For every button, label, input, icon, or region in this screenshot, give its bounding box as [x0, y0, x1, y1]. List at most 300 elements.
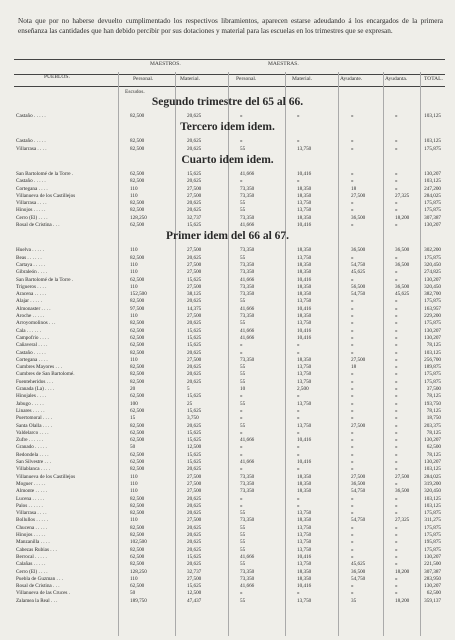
amount-cell: 18,350 — [297, 517, 312, 524]
amount-cell: » — [297, 451, 300, 458]
amount-cell: 73,350 — [240, 291, 255, 298]
amount-cell: 163,957 — [424, 305, 441, 312]
amount-cell: » — [351, 444, 354, 451]
amount-cell: 110 — [130, 356, 138, 363]
header-maestras: MAESTRAS. — [268, 61, 299, 67]
amount-cell: 27,325 — [395, 517, 410, 524]
pueblo-name: Trigueros . . . . — [16, 283, 47, 290]
amount-cell: 27,500 — [187, 488, 202, 495]
amount-cell: » — [351, 437, 354, 444]
pueblo-name: Castaño . . . . . — [16, 178, 46, 185]
pueblo-name: Gibraleón . . . . — [16, 269, 48, 276]
amount-cell: 55 — [240, 145, 246, 152]
header-pueblos: PUEBLOS. — [44, 74, 70, 80]
note-paragraph: Nota que por no haberse devuelto cumplimentado los respectivos libramientos, aparecen estarse adeudando á los encargados de la primera enseñanza las cantidades que han debido percibir por sus dotaciones y material para las escuelas en los trimestres que se expresan. — [18, 17, 443, 35]
amount-cell: 130,207 — [424, 334, 441, 341]
amount-cell: 27,500 — [187, 247, 202, 254]
amount-cell: 18,350 — [297, 269, 312, 276]
amount-cell: » — [240, 429, 243, 436]
amount-cell: 15,625 — [187, 276, 202, 283]
amount-cell: 55 — [240, 532, 246, 538]
amount-cell: 27,500 — [351, 473, 366, 480]
amount-cell: 12,500 — [187, 444, 202, 451]
amount-cell: 25 — [187, 400, 193, 407]
amount-cell: 10,416 — [297, 459, 312, 465]
amount-cell: 54,750 — [351, 488, 366, 495]
amount-cell: 18,350 — [297, 261, 312, 268]
pueblo-name: Villanueva de los Castillejos — [16, 473, 76, 480]
pueblo-name: Rosal de Cristina . . . — [16, 222, 60, 228]
pueblo-name: Cortegana . . . . — [16, 185, 48, 192]
amount-cell: » — [297, 415, 300, 422]
amount-cell: 32,737 — [187, 214, 202, 221]
amount-cell: 27,500 — [351, 356, 366, 363]
amount-cell: » — [395, 349, 398, 356]
amount-cell: 82,500 — [130, 422, 145, 429]
amount-cell: » — [240, 407, 243, 414]
amount-cell: 82,500 — [130, 178, 145, 185]
pueblo-name: San Silvestre . . . — [16, 459, 52, 465]
amount-cell: 54,750 — [351, 291, 366, 298]
amount-cell: 311,275 — [424, 517, 441, 524]
amount-cell: » — [297, 495, 300, 502]
amount-cell: 36,500 — [395, 261, 410, 268]
amount-cell: » — [351, 342, 354, 349]
amount-cell: » — [395, 524, 398, 531]
amount-cell: 18,200 — [395, 214, 410, 221]
amount-cell: 37,500 — [426, 386, 441, 392]
amount-cell: 12,500 — [187, 590, 202, 597]
amount-cell: » — [395, 254, 398, 261]
amount-cell: 175,875 — [424, 200, 441, 207]
amount-cell: 175,875 — [424, 207, 441, 214]
amount-cell: 62,500 — [130, 553, 145, 560]
amount-cell: 18,350 — [297, 291, 312, 298]
amount-cell: 175,875 — [424, 532, 441, 538]
amount-cell: 55 — [240, 207, 246, 214]
amount-cell: 10,416 — [297, 222, 312, 228]
amount-cell: 15,625 — [187, 459, 202, 465]
amount-cell: 82,500 — [130, 546, 145, 553]
amount-cell: 62,500 — [130, 429, 145, 436]
amount-cell: 41,666 — [240, 327, 255, 334]
amount-cell: 130,207 — [424, 553, 441, 560]
amount-cell: 20,625 — [187, 364, 202, 371]
amount-cell: 15,625 — [187, 451, 202, 458]
amount-cell: 13,750 — [297, 371, 312, 378]
amount-cell: 10,416 — [297, 334, 312, 341]
pueblo-name: Linares . . . . . — [16, 407, 45, 414]
amount-cell: 175,875 — [424, 378, 441, 385]
amount-cell: » — [351, 170, 354, 177]
amount-cell: 55 — [240, 422, 246, 429]
amount-cell: 229,200 — [424, 313, 441, 319]
amount-cell: » — [395, 546, 398, 553]
amount-cell: 36,500 — [395, 283, 410, 290]
amount-cell: » — [297, 407, 300, 414]
amount-cell: » — [240, 138, 243, 145]
amount-cell: 20,625 — [187, 546, 202, 553]
amount-cell: 203,375 — [424, 422, 441, 429]
amount-cell: 18,350 — [297, 247, 312, 254]
amount-cell: 55 — [240, 524, 246, 531]
amount-cell: » — [351, 510, 354, 517]
amount-cell: » — [395, 532, 398, 538]
amount-cell: 55 — [240, 200, 246, 207]
amount-cell: 78,125 — [426, 451, 441, 458]
amount-cell: 20,625 — [187, 145, 202, 152]
amount-cell: » — [351, 429, 354, 436]
amount-cell: 284,025 — [424, 473, 441, 480]
amount-cell: » — [351, 415, 354, 422]
amount-cell: 73,350 — [240, 480, 255, 487]
amount-cell: 62,500 — [130, 334, 145, 341]
amount-cell: 20,625 — [187, 532, 202, 538]
table-row — [14, 597, 445, 605]
amount-cell: » — [395, 371, 398, 378]
amount-cell: » — [395, 466, 398, 473]
amount-cell: 20,625 — [187, 561, 202, 568]
amount-cell: 82,500 — [130, 524, 145, 531]
amount-cell: 13,750 — [297, 539, 312, 546]
amount-cell: 41,666 — [240, 459, 255, 465]
pueblo-name: Cabezas Rubias . . . — [16, 546, 57, 553]
amount-cell: 10,416 — [297, 583, 312, 590]
amount-cell: 62,500 — [426, 444, 441, 451]
amount-cell: 130,207 — [424, 222, 441, 228]
amount-cell: 73,350 — [240, 517, 255, 524]
pueblo-name: Lucena . . . . . — [16, 495, 45, 502]
amount-cell: 102,500 — [130, 539, 147, 546]
amount-cell: 27,500 — [395, 473, 410, 480]
amount-cell: » — [351, 407, 354, 414]
amount-cell: » — [351, 320, 354, 327]
pueblo-name: Rosal de Cristina . . . — [16, 583, 60, 590]
amount-cell: 82,500 — [130, 207, 145, 214]
amount-cell: » — [395, 276, 398, 283]
amount-cell: » — [297, 113, 300, 119]
amount-cell: » — [351, 222, 354, 228]
amount-cell: 15,625 — [187, 429, 202, 436]
amount-cell: » — [395, 207, 398, 214]
amount-cell: 319,200 — [424, 480, 441, 487]
amount-cell: 10,416 — [297, 553, 312, 560]
amount-cell: 55 — [240, 378, 246, 385]
amount-cell: » — [297, 349, 300, 356]
amount-cell: 20,625 — [187, 371, 202, 378]
amount-cell: 175,875 — [424, 145, 441, 152]
pueblo-name: Alajar . . . . . — [16, 298, 42, 305]
header-material-2: Material. — [292, 76, 313, 82]
amount-cell: » — [297, 178, 300, 185]
amount-cell: » — [351, 524, 354, 531]
amount-cell: 62,500 — [130, 276, 145, 283]
amount-cell: 10,416 — [297, 305, 312, 312]
amount-cell: 36,500 — [351, 480, 366, 487]
amount-cell: 73,350 — [240, 356, 255, 363]
section-title: Tercero idem idem. — [180, 121, 275, 134]
pueblo-name: Valdelarco . . . . — [16, 429, 49, 436]
amount-cell: 15,625 — [187, 553, 202, 560]
amount-cell: 27,500 — [187, 261, 202, 268]
amount-cell: 110 — [130, 517, 138, 524]
amount-cell: » — [240, 393, 243, 400]
amount-cell: » — [395, 113, 398, 119]
pueblo-name: Manzanilla . . . . — [16, 539, 50, 546]
pueblo-name: Santa Olalla . . . . — [16, 422, 52, 429]
amount-cell: » — [395, 407, 398, 414]
amount-cell: 10,416 — [297, 437, 312, 444]
amount-cell: » — [395, 459, 398, 465]
amount-cell: 73,350 — [240, 261, 255, 268]
amount-cell: 15,625 — [187, 334, 202, 341]
amount-cell: 15,625 — [187, 393, 202, 400]
amount-cell: » — [240, 502, 243, 509]
amount-cell: » — [395, 145, 398, 152]
amount-cell: 307,387 — [424, 568, 441, 575]
header-material-1: Material. — [180, 76, 201, 82]
amount-cell: 45,625 — [351, 561, 366, 568]
amount-cell: 41,666 — [240, 583, 255, 590]
amount-cell: » — [351, 334, 354, 341]
pueblo-name: Almonte . . . . . — [16, 488, 48, 495]
amount-cell: 55 — [240, 597, 246, 604]
amount-cell: 82,500 — [130, 298, 145, 305]
amount-cell: 62,500 — [130, 170, 145, 177]
pueblo-name: Arroyomolinos . . . — [16, 320, 56, 327]
amount-cell: 18,350 — [297, 488, 312, 495]
pueblo-name: Villarrasa . . . . — [16, 200, 47, 207]
amount-cell: » — [351, 400, 354, 407]
amount-cell: » — [297, 138, 300, 145]
amount-cell: » — [395, 386, 398, 392]
amount-cell: » — [351, 200, 354, 207]
amount-cell: » — [395, 553, 398, 560]
amount-cell: » — [351, 386, 354, 392]
amount-cell: 14,375 — [187, 305, 202, 312]
amount-cell: » — [395, 364, 398, 371]
amount-cell: » — [351, 539, 354, 546]
amount-cell: » — [395, 539, 398, 546]
amount-cell: 284,025 — [424, 192, 441, 199]
section-title: Primer idem del 66 al 67. — [165, 230, 290, 243]
amount-cell: » — [351, 532, 354, 538]
amount-cell: 110 — [130, 185, 138, 192]
amount-cell: 18,350 — [297, 283, 312, 290]
amount-cell: 18,200 — [395, 568, 410, 575]
amount-cell: 152,500 — [130, 291, 147, 298]
amount-cell: 130,207 — [424, 437, 441, 444]
table-row — [14, 112, 445, 120]
amount-cell: 20,625 — [187, 320, 202, 327]
amount-cell: » — [351, 254, 354, 261]
amount-cell: » — [351, 371, 354, 378]
amount-cell: » — [395, 342, 398, 349]
amount-cell: 18,350 — [297, 575, 312, 582]
amount-cell: 27,500 — [187, 313, 202, 319]
amount-cell: 110 — [130, 473, 138, 480]
amount-cell: 82,500 — [130, 200, 145, 207]
pueblo-name: Cañaveral . . . . — [16, 342, 48, 349]
amount-cell: » — [395, 269, 398, 276]
header-maestros: MAESTROS. — [150, 61, 181, 67]
amount-cell: » — [351, 145, 354, 152]
amount-cell: 62,500 — [130, 393, 145, 400]
amount-cell: 82,500 — [130, 254, 145, 261]
amount-cell: 247,200 — [424, 185, 441, 192]
amount-cell: » — [351, 378, 354, 385]
pueblo-name: Huelva . . . . . — [16, 247, 44, 254]
amount-cell: 110 — [130, 575, 138, 582]
amount-cell: 110 — [130, 488, 138, 495]
amount-cell: » — [351, 590, 354, 597]
amount-cell: 18,350 — [297, 480, 312, 487]
amount-cell: 175,875 — [424, 371, 441, 378]
amount-cell: 20,625 — [187, 510, 202, 517]
header-rule-mid — [14, 74, 445, 75]
amount-cell: » — [240, 495, 243, 502]
amount-cell: 82,500 — [130, 510, 145, 517]
amount-cell: 110 — [130, 192, 138, 199]
amount-cell: 13,750 — [297, 561, 312, 568]
amount-cell: 320,450 — [424, 283, 441, 290]
amount-cell: » — [297, 429, 300, 436]
amount-cell: 62,500 — [130, 437, 145, 444]
amount-cell: 20,625 — [187, 539, 202, 546]
pueblo-name: Villarrasa . . . . — [16, 145, 47, 152]
pueblo-name: Berrocal . . . . . — [16, 553, 47, 560]
amount-cell: » — [351, 138, 354, 145]
amount-cell: 78,125 — [426, 342, 441, 349]
amount-cell: 73,350 — [240, 488, 255, 495]
amount-cell: 41,666 — [240, 437, 255, 444]
amount-cell: » — [395, 510, 398, 517]
amount-cell: 20,625 — [187, 178, 202, 185]
amount-cell: 5 — [187, 386, 190, 392]
amount-cell: 10 — [240, 386, 246, 392]
header-personal-1: Personal. — [133, 76, 154, 82]
amount-cell: » — [395, 561, 398, 568]
amount-cell: 18,350 — [297, 185, 312, 192]
amount-cell: 62,500 — [130, 459, 145, 465]
amount-cell: 103,125 — [424, 502, 441, 509]
amount-cell: 10,416 — [297, 170, 312, 177]
amount-cell: 54,750 — [351, 261, 366, 268]
pueblo-name: Zalamea la Real . . . — [16, 597, 58, 604]
amount-cell: 175,875 — [424, 546, 441, 553]
amount-cell: 18,350 — [297, 192, 312, 199]
pueblo-name: Campofrio . . . . — [16, 334, 49, 341]
table-row — [14, 145, 445, 153]
amount-cell: 78,125 — [426, 429, 441, 436]
amount-cell: 128,250 — [130, 214, 147, 221]
header-ayudante: Ayudante. — [340, 76, 363, 82]
amount-cell: 55 — [240, 320, 246, 327]
amount-cell: 54,750 — [351, 517, 366, 524]
amount-cell: 32,737 — [187, 568, 202, 575]
amount-cell: » — [297, 466, 300, 473]
amount-cell: » — [395, 429, 398, 436]
amount-cell: 20,625 — [187, 200, 202, 207]
amount-cell: 382,700 — [424, 291, 441, 298]
amount-cell: » — [395, 298, 398, 305]
amount-cell: » — [351, 495, 354, 502]
amount-cell: 20,625 — [187, 502, 202, 509]
pueblo-name: Hinojos . . . . . — [16, 532, 46, 538]
amount-cell: » — [240, 444, 243, 451]
amount-cell: 41,666 — [240, 222, 255, 228]
pueblo-name: Castaño . . . . . — [16, 349, 46, 356]
amount-cell: 18,350 — [297, 214, 312, 221]
amount-cell: » — [395, 502, 398, 509]
pueblo-name: Zufre . . . . . . — [16, 437, 44, 444]
amount-cell: 41,666 — [240, 334, 255, 341]
amount-cell: 82,500 — [130, 145, 145, 152]
pueblo-name: Puertomoral . . . . — [16, 415, 53, 422]
amount-cell: 13,750 — [297, 510, 312, 517]
amount-cell: 175,875 — [424, 524, 441, 531]
pueblo-name: Hinojos . . . . . — [16, 207, 46, 214]
amount-cell: 82,500 — [130, 532, 145, 538]
amount-cell: 103,125 — [424, 349, 441, 356]
amount-cell: 307,387 — [424, 214, 441, 221]
amount-cell: 13,750 — [297, 298, 312, 305]
pueblo-name: Cerro (El) . . . . — [16, 214, 48, 221]
amount-cell: 110 — [130, 283, 138, 290]
pueblo-name: Villanueva de las Cruces . — [16, 590, 70, 597]
amount-cell: 103,125 — [424, 466, 441, 473]
amount-cell: » — [351, 327, 354, 334]
amount-cell: 18,200 — [395, 597, 410, 604]
amount-cell: 27,500 — [187, 269, 202, 276]
amount-cell: 82,500 — [130, 364, 145, 371]
section-title: Cuarto idem idem. — [181, 153, 274, 166]
amount-cell: 73,350 — [240, 283, 255, 290]
amount-cell: 73,350 — [240, 247, 255, 254]
amount-cell: » — [351, 583, 354, 590]
amount-cell: 41,666 — [240, 170, 255, 177]
amount-cell: 10,416 — [297, 327, 312, 334]
amount-cell: 55 — [240, 371, 246, 378]
amount-cell: 27,500 — [187, 517, 202, 524]
pueblo-name: Jabugo . . . . . — [16, 400, 44, 407]
amount-cell: 36,500 — [351, 214, 366, 221]
amount-cell: » — [240, 178, 243, 185]
amount-cell: 45,625 — [351, 269, 366, 276]
pueblo-name: Hinojales . . . . — [16, 393, 47, 400]
amount-cell: » — [395, 400, 398, 407]
amount-cell: » — [351, 451, 354, 458]
amount-cell: 82,500 — [130, 138, 145, 145]
amount-cell: 13,750 — [297, 524, 312, 531]
amount-cell: 41,666 — [240, 276, 255, 283]
pueblo-name: Granada (La) . . . . — [16, 386, 55, 392]
pueblo-name: Almonaster . . . . — [16, 305, 51, 312]
amount-cell: 55 — [240, 400, 246, 407]
amount-cell: » — [240, 113, 243, 119]
amount-cell: 15,625 — [187, 327, 202, 334]
amount-cell: 20,625 — [187, 138, 202, 145]
amount-cell: 18 — [351, 364, 357, 371]
amount-cell: 82,500 — [130, 113, 145, 119]
amount-cell: » — [351, 298, 354, 305]
pueblo-name: Palos . . . . . . — [16, 502, 43, 509]
pueblo-name: Redondela . . . . — [16, 451, 49, 458]
amount-cell: 55 — [240, 546, 246, 553]
amount-cell: » — [351, 178, 354, 185]
amount-cell: » — [395, 590, 398, 597]
amount-cell: 20,625 — [187, 349, 202, 356]
